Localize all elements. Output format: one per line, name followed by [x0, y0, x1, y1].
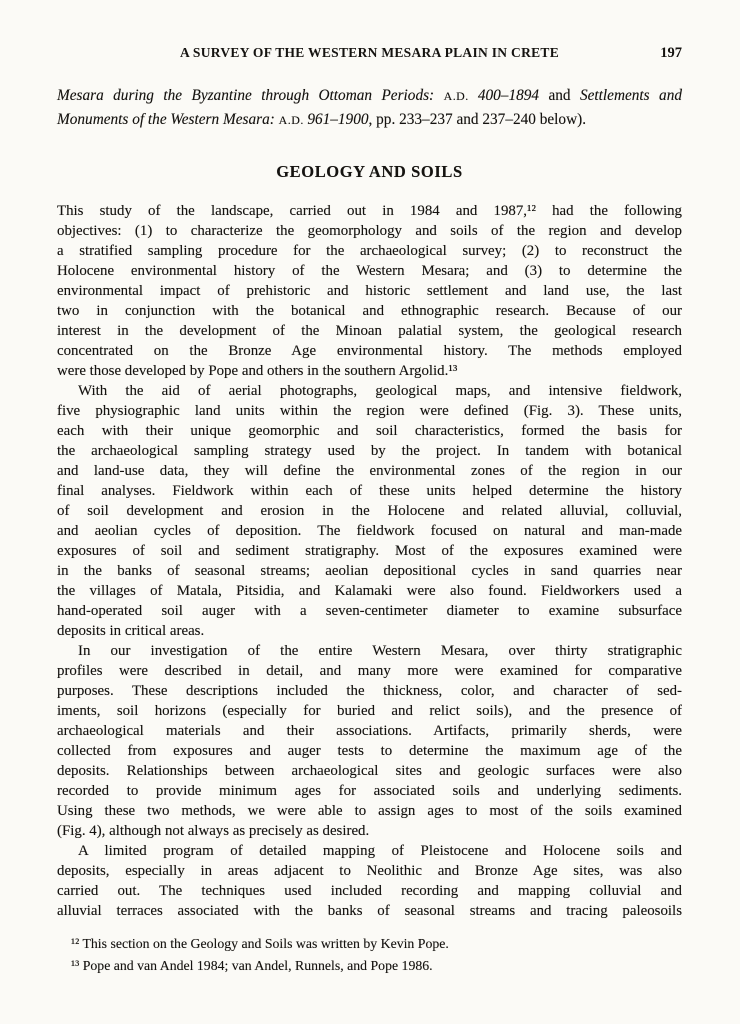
text-line: were those developed by Pope and others in the southern Argolid.¹³	[57, 363, 458, 379]
text-line: the villages of Matala, Pitsidia, and Kalamaki were also found. Fieldworkers used a	[57, 583, 682, 599]
text-line: purposes. These descriptions included the thickness, color, and character of sed-	[57, 683, 682, 699]
text-line: deposits in critical areas.	[57, 623, 205, 639]
text-line: final analyses. Fieldwork within each of these units helped determine the history	[57, 483, 682, 499]
running-head-title: A SURVEY OF THE WESTERN MESARA PLAIN IN CRETE	[179, 45, 560, 60]
text-line: objectives: (1) to characterize the geomorphology and soils of the region and develop	[57, 223, 682, 239]
text-line: deposits, especially in areas adjacent to Neolithic and Bronze Age sites, was also	[57, 863, 682, 879]
front-note-segment: A.D.	[443, 89, 478, 103]
paragraph	[57, 381, 682, 641]
text-line: In our investigation of the entire Western Mesara, over thirty stratigraphic	[78, 643, 682, 659]
text-line: and land-use data, they will define the environmental zones of the region in our	[57, 463, 682, 479]
text-line: a stratified sampling procedure for the archaeological survey; (2) to reconstruct the	[57, 243, 682, 259]
text-line: (Fig. 4), although not always as precisely as desired.	[57, 823, 370, 839]
front-note-segment: , pp. 233–237 and 237–240 below).	[368, 111, 587, 128]
text-line: deposits. Relationships between archaeological sites and geologic surfaces were also	[57, 763, 682, 779]
text-line: environmental impact of prehistoric and historic settlement and land use, the last	[57, 283, 682, 299]
text-line: hand-operated soil auger with a seven-centimeter diameter to examine subsurface	[57, 603, 682, 619]
paragraph	[57, 841, 682, 921]
body-text	[57, 201, 682, 921]
text-line: the archaeological sampling strategy used by the project. In tandem with botanical	[57, 443, 682, 459]
front-note-segment: 961–1900	[307, 111, 369, 128]
paragraph	[57, 641, 682, 841]
front-note-segment: 400–1894	[477, 87, 549, 104]
text-line: collected from exposures and auger tests to determine the maximum age of the	[57, 743, 682, 759]
text-line: interest in the development of the Minoan palatial system, the geological research	[57, 323, 682, 339]
front-note-segment: A.D.	[278, 113, 308, 127]
text-line: Using these two methods, we were able to assign ages to most of the soils examined	[57, 803, 682, 819]
front-note	[57, 84, 682, 132]
front-note-segment: and	[548, 87, 580, 104]
text-line: concentrated on the Bronze Age environmental history. The methods employed	[57, 343, 682, 359]
text-line: exposures of soil and sediment stratigraphy. Most of the exposures examined were	[57, 543, 682, 559]
text-line: each with their unique geomorphic and soil characteristics, formed the basis for	[57, 423, 682, 439]
text-line: A limited program of detailed mapping of Pleistocene and Holocene soils and	[78, 843, 682, 859]
text-line: of soil development and erosion in the Holocene and related alluvial, colluvial,	[57, 503, 682, 519]
text-line: two in conjunction with the botanical and ethnographic research. Because of our	[57, 303, 682, 319]
text-line: With the aid of aerial photographs, geological maps, and intensive fieldwork,	[78, 383, 682, 399]
text-line: carried out. The techniques used included recording and mapping colluvial and	[57, 883, 682, 899]
text-line: recorded to provide minimum ages for associated soils and underlying sediments.	[57, 783, 682, 799]
page-number: 197	[660, 45, 682, 61]
text-line: alluvial terraces associated with the banks of seasonal streams and tracing paleosoils	[57, 903, 682, 919]
front-note-segment: Settlements and Monuments of the Western Mesara:	[57, 87, 682, 128]
text-line: and aeolian cycles of deposition. The fieldwork focused on natural and man-made	[57, 523, 682, 539]
section-heading: GEOLOGY AND SOILS	[276, 162, 463, 181]
text-line: profiles were described in detail, and many more were examined for comparative	[57, 663, 682, 679]
text-line: iments, soil horizons (especially for buried and relict soils), and the presence of	[57, 703, 682, 719]
front-note-segment: Mesara during the Byzantine through Ottoman Periods:	[57, 87, 444, 104]
footnotes	[57, 933, 682, 976]
paragraph	[57, 201, 682, 381]
running-head	[57, 45, 682, 63]
text-line: five physiographic land units within the region were defined (Fig. 3). These units,	[57, 403, 682, 419]
footnote: ¹² This section on the Geology and Soils was written by Kevin Pope.	[71, 936, 449, 951]
text-line: in the banks of seasonal streams; aeolian depositional cycles in sand quarries near	[57, 563, 682, 579]
footnote: ¹³ Pope and van Andel 1984; van Andel, Runnels, and Pope 1986.	[71, 957, 433, 973]
text-line: archaeological materials and their associations. Artifacts, primarily sherds, were	[57, 723, 682, 739]
text-line: This study of the landscape, carried out in 1984 and 1987,¹² had the following	[57, 203, 682, 219]
text-line: Holocene environmental history of the Western Mesara; and (3) to determine the	[57, 263, 682, 279]
